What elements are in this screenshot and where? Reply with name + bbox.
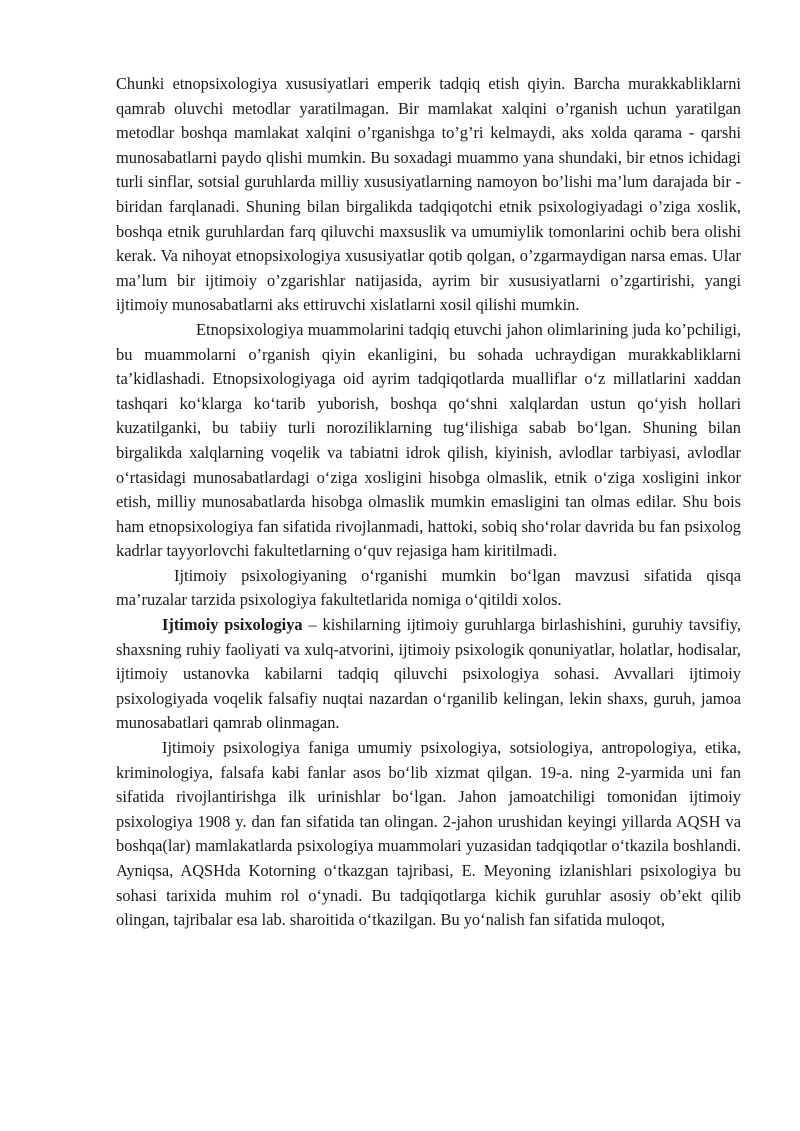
paragraph-2: Etnopsixologiya muammolarini tadqiq etuvchi jahon olimlarining juda ko’pchiligi, bu muammolarni o’rganish qiyin ekanligini, bu sohada uchraydigan murakkabliklarni ta’kidlashadi. Etnopsixologiyaga oid ayrim tadqiqotlarda mualliflar o‘z millatlarini xaddan tashqari ko‘klarga ko‘tarib yuborish, boshqa qo‘shni xalqlardan ustun qo‘yish hollari kuzatilganki, bu tabiiy turli noroziliklarning tug‘ilishiga sabab bo‘lgan. Shuning bilan birgalikda xalqlarning voqelik va tabiatni idrok qilish, kiyinish, avlodlar tarbiyasi, avlodlar o‘rtasidagi munosabatlardagi o‘ziga xosligini hisobga olmaslik, etnik o‘ziga xosligini inkor etish, milliy munosabatlarda hisobga olmaslik mumkin emasligini tan olmas edilar. Shu bois ham etnopsixologiya fan sifatida rivojlanmadi, hattoki, sobiq sho‘rolar davrida bu fan psixolog kadrlar tayyorlovchi fakultetlarning o‘quv rejasiga ham kiritilmadi. (116, 319, 741, 561)
paragraph-4-body: – kishilarning ijtimoiy guruhlarga birlashishini, guruhiy tavsifiy, shaxsning ruhiy faoliyati va xulq-atvorini, ijtimoiy psixologik qonuniyatlar, holatlar, hodisalar, ijtimoiy ustanovka kabilarni tadqiq qiluvchi psixologiya sohasi. Avvallari ijtimoiy psixologiyada voqelik falsafiy nuqtai nazardan o‘rganilib kelingan, lekin shaxs, guruh, jamoa munosabatlari qamrab olinmagan. (116, 615, 741, 733)
paragraph-1: Chunki etnopsixologiya xususiyatlari emperik tadqiq etish qiyin. Barcha murakkabliklarni qamrab oluvchi metodlar yaratilmagan. Bir mamlakat xalqini o’rganish uchun yaratilgan metodlar boshqa mamlakat xalqini o’rganishga to’g’ri kelmaydi, aks xolda qarama - qarshi munosabatlarni paydo qlishi mumkin. Bu soxadagi muammo yana shundaki, bir etnos ichidagi turli sinflar, sotsial guruhlarda milliy xususiyatlarning namoyon bo’lishi ma’lum darajada bir - biridan farqlanadi. Shuning bilan birgalikda tadqiqotchi etnik psixologiyadagi o’ziga xoslik, boshqa etnik guruhlardan farq qiluvchi maxsuslik va umumiylik tomonlarini ochib bera olishi kerak. Va nihoyat etnopsixologiya xususiyatlar qotib qolgan, o’zgarmaydigan narsa emas. Ular ma’lum bir ijtimoiy o’zgarishlar natijasida, ayrim bir xususiyatlarni o’zgartirishi, yangi ijtimoiy munosabatlarni aks ettiruvchi xislatlarni xosil qilishi mumkin. (116, 74, 741, 315)
paragraph-4 (116, 613, 741, 736)
paragraph-5: Ijtimoiy psixologiya faniga umumiy psixologiya, sotsiologiya, antropologiya, etika, kriminologiya, falsafa kabi fanlar asos bo‘lib xizmat qilgan. 19-a. ning 2-yarmida uni fan sifatida rivojlantirishga ilk urinishlar bo‘lgan. Jahon jamoatchiligi tomonidan ijtimoiy psixologiya 1908 y. dan fan sifatida tan olingan. 2-jahon urushidan keyingi yillarda AQSH va boshqa(lar) mamlakatlarda psixologiya muammolari yuzasidan tadqiqotlar o‘tkazila boshlandi. Ayniqsa, AQSHda Kotorning o‘tkazgan tajribasi, E. Meyoning izlanishlari psixologiya bu sohasi tarixida muhim rol o‘ynadi. Bu tadqiqotlarga kichik guruhlar asosiy ob’ekt qilib olingan, tajribalar esa lab. sharoitida o‘tkazilgan. Bu yo‘nalish fan sifatida muloqot, (116, 738, 741, 930)
term-ijtimoiy-psixologiya: Ijtimoiy psixologiya (162, 615, 303, 635)
paragraph-3: Ijtimoiy psixologiyaning o‘rganishi mumkin bo‘lgan mavzusi sifatida qisqa ma’ruzalar tarzida psixologiya fakultetlarida nomiga o‘qitildi xolos. (116, 565, 741, 610)
document-body (116, 72, 741, 933)
